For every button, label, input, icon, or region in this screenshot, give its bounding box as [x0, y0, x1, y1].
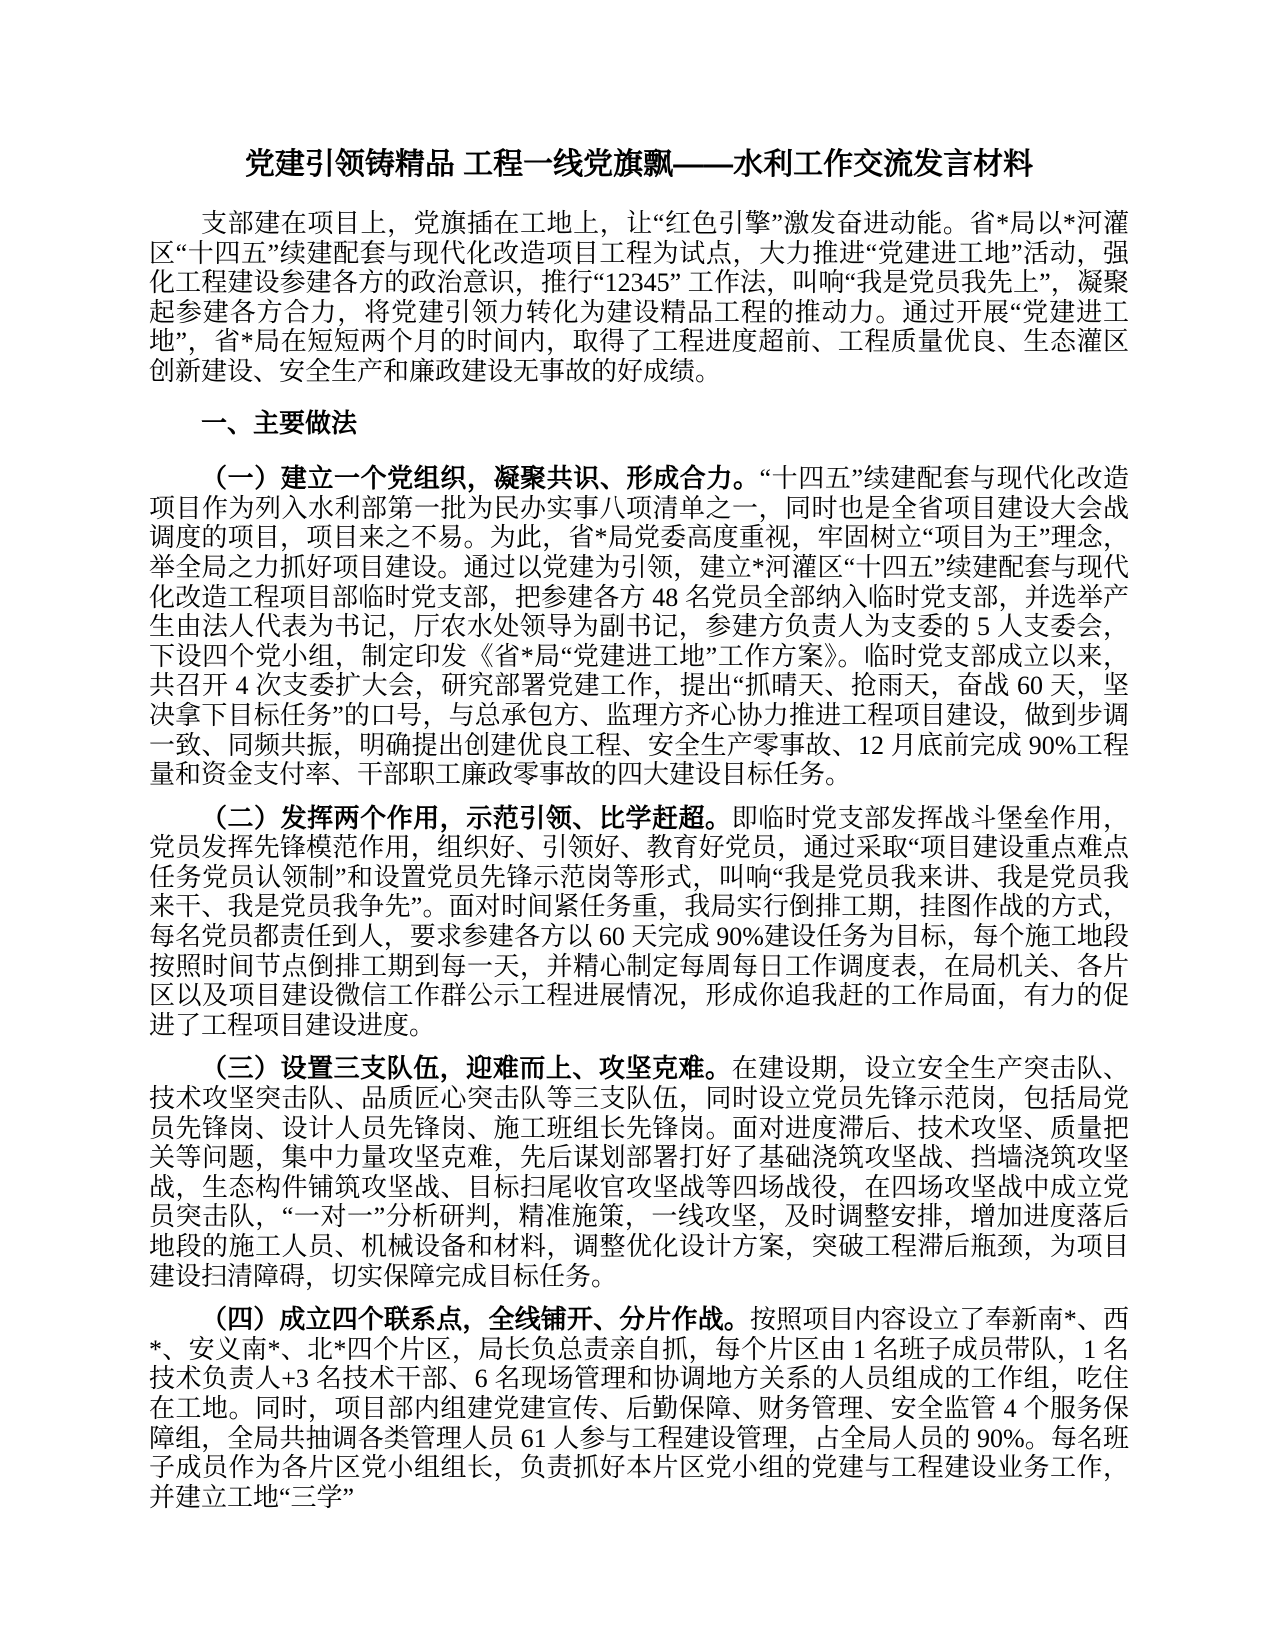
- document-title: 党建引领铸精品 工程一线党旗飘——水利工作交流发言材料: [244, 148, 1034, 181]
- item-2-lead: （二）发挥两个作用，示范引领、比学赶超。: [201, 802, 732, 833]
- intro-paragraph: 支部建在项目上，党旗插在工地上，让“红色引擎”激发奋进动能。省*局以*河灌区“十四五”续建配套与现代化改造项目工程为试点，大力推进“党建进工地”活动，强化工程建设参建各方的政治意识，推行“12345” 工作法，叫响“我是党员我先上”，凝聚起参建各方合力，将党建引领力转化为建设精品工程的推动力。通过开展“党建进工地”，省*局在短短两个月的时间内，取得了工程进度超前、工程质量优良、生态灌区创新建设、安全生产和廉政建设无事故的好成绩。: [149, 209, 1129, 386]
- item-3-body: 在建设期，设立安全生产突击队、技术攻坚突击队、品质匠心突击队等三支队伍，同时设立党员先锋示范岗，包括局党员先锋岗、设计人员先锋岗、施工班组长先锋岗。面对进度滞后、技术攻坚、质量把关等问题，集中力量攻坚克难，先后谋划部署打好了基础浇筑攻坚战、挡墙浇筑攻坚战，生态构件铺筑攻坚战、目标扫尾收官攻坚战等四场战役，在四场攻坚战中成立党员突击队，“一对一”分析研判，精准施策，一线攻坚，及时调整安排，增加进度落后地段的施工人员、机械设备和材料，调整优化设计方案，突破工程滞后瓶颈，为项目建设扫清障碍，切实保障完成目标任务。: [149, 1054, 1129, 1291]
- item-1-body: “十四五”续建配套与现代化改造项目作为列入水利部第一批为民办实事八项清单之一，同时也是全省项目建设大会战调度的项目，项目来之不易。为此，省*局党委高度重视，牢固树立“项目为王”理念，举全局之力抓好项目建设。通过以党建为引领，建立*河灌区“十四五”续建配套与现代化改造工程项目部临时党支部，把参建各方 48 名党员全部纳入临时党支部，并选举产生由法人代表为书记，厅农水处领导为副书记，参建方负责人为支委的 5 人支委会，下设四个党小组，制定印发《省*局“党建进工地”工作方案》。临时党支部成立以来，共召开 4 次支委扩大会，研究部署党建工作，提出“抓晴天、抢雨天，奋战 60 天，坚决拿下目标任务”的口号，与总承包方、监理方齐心协力推进工程项目建设，做到步调一致、同频共振，明确提出创建优良工程、安全生产零事故、12 月底前完成 90%工程量和资金支付率、干部职工廉政零事故的四大建设目标任务。: [149, 464, 1129, 790]
- item-2-body: 即临时党支部发挥战斗堡垒作用，党员发挥先锋模范作用，组织好、引领好、教育好党员，通过采取“项目建设重点难点任务党员认领制”和设置党员先锋示范岗等形式，叫响“我是党员我来讲、我是党员我来干、我是党员我争先”。面对时间紧任务重，我局实行倒排工期，挂图作战的方式，每名党员都责任到人，要求参建各方以 60 天完成 90%建设任务为目标，每个施工地段按照时间节点倒排工期到每一天，并精心制定每周每日工作调度表，在局机关、各片区以及项目建设微信工作群公示工程进展情况，形成你追我赶的工作局面，有力的促进了工程项目建设进度。: [149, 803, 1129, 1040]
- item-paragraph-3: [149, 1054, 1129, 1291]
- item-1-lead: （一）建立一个党组织，凝聚共识、形成合力。: [201, 463, 760, 494]
- section-heading-main-practices: 一、主要做法: [201, 407, 358, 438]
- item-paragraph-4: [149, 1305, 1129, 1512]
- item-paragraph-2: [149, 804, 1129, 1041]
- item-paragraph-1: [149, 464, 1129, 790]
- item-3-lead: （三）设置三支队伍，迎难而上、攻坚克难。: [201, 1053, 732, 1084]
- item-4-lead: （四）成立四个联系点，全线铺开、分片作战。: [201, 1304, 750, 1335]
- item-4-body: 按照项目内容设立了奉新南*、西*、安义南*、北*四个片区，局长负总责亲自抓，每个片区由 1 名班子成员带队，1 名技术负责人+3 名技术干部、6 名现场管理和协调地方关系的人员组成的工作组，吃住在工地。同时，项目部内组建党建宣传、后勤保障、财务管理、安全监管 4 个服务保障组，全局共抽调各类管理人员 61 人参与工程建设管理，占全局人员的 90%。每名班子成员作为各片区党小组组长，负责抓好本片区党小组的党建与工程建设业务工作，并建立工地“三学”: [149, 1305, 1129, 1512]
